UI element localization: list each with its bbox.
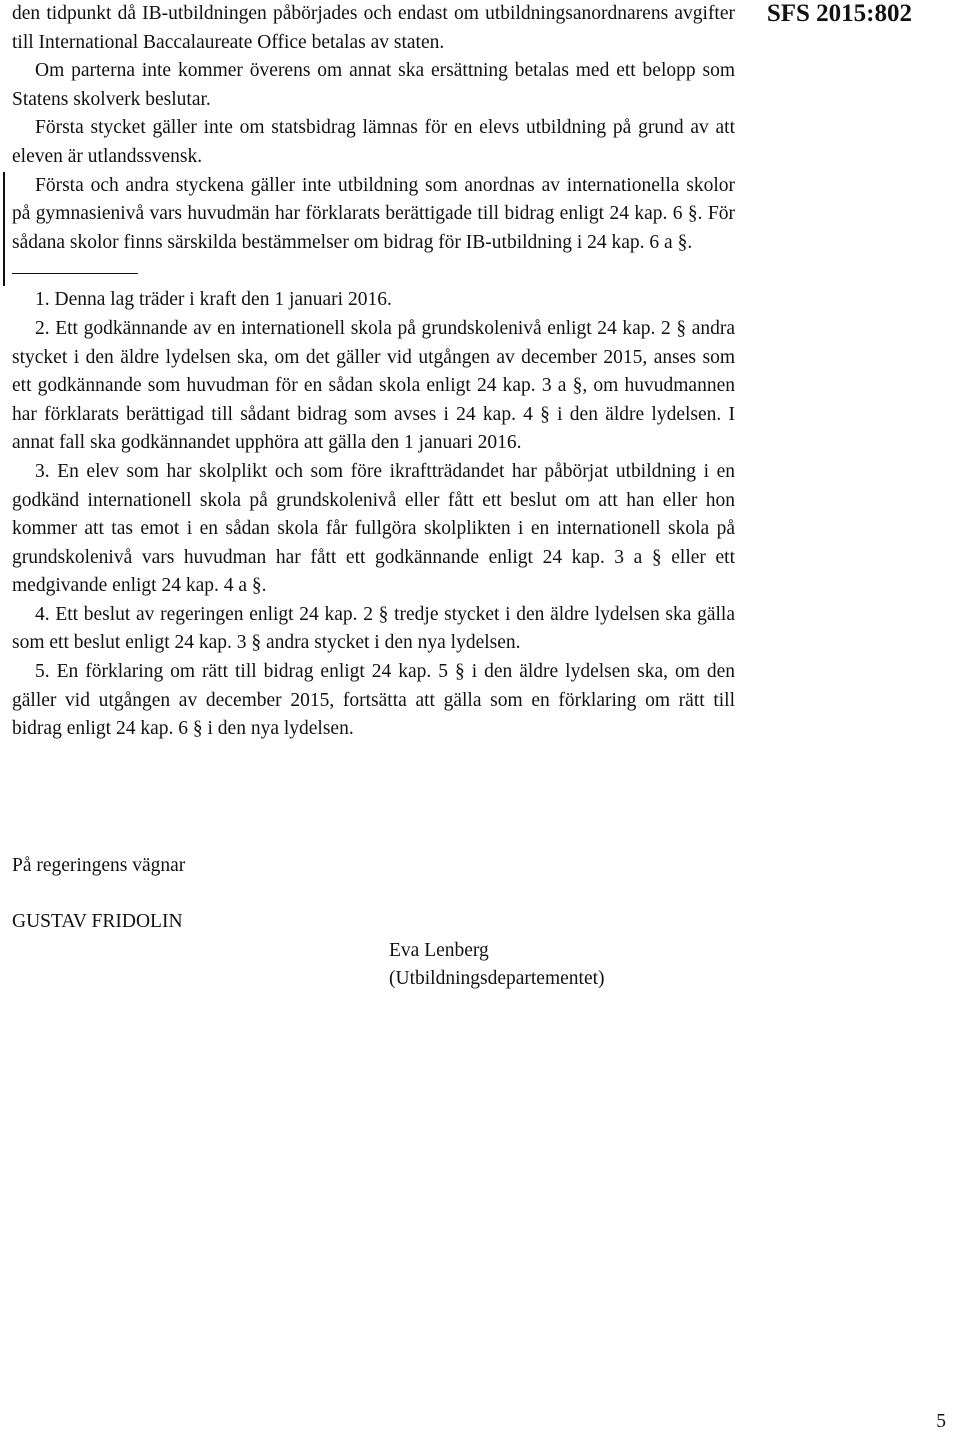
paragraph: Första och andra styckena gäller inte utbildning som anordnas av internationella skolor på gymnasienivå vars huvudmän har förklarats berättigade till bidrag enligt 24 kap. 6 §. För sådana skolor finns särskilda bestämmelser om bidrag för IB-utbildning i 24 kap. 6 a §. bbox=[12, 174, 735, 253]
transitional-provision: 4. Ett beslut av regeringen enligt 24 kap. 2 § tredje stycket i den äldre lydelsen ska gälla som ett beslut enligt 24 kap. 3 § andra stycket i den nya lydelsen. bbox=[12, 603, 735, 654]
sfs-number: SFS 2015:802 bbox=[766, 0, 912, 27]
department-name: (Utbildningsdepartementet) bbox=[389, 968, 605, 989]
document-body bbox=[12, 0, 735, 744]
paragraph: Om parterna inte kommer överens om annat ska ersättning betalas med ett belopp som Statens skolverk beslutar. bbox=[12, 60, 735, 110]
section-divider bbox=[12, 273, 138, 274]
transitional-provision: 1. Denna lag träder i kraft den 1 januari 2016. bbox=[35, 289, 392, 311]
transitional-provision: 5. En förklaring om rätt till bidrag enligt 24 kap. 5 § i den äldre lydelsen ska, om den gäller vid utgången av december 2015, fortsätta att gälla som en förklaring om rätt till bidrag enligt 24 kap. 6 § i den nya lydelsen. bbox=[12, 661, 735, 740]
change-bar bbox=[3, 172, 5, 286]
paragraph: den tidpunkt då IB-utbildningen påbörjades och endast om utbildningsanordnarens avgifter till International Baccalaureate Office betalas av staten. bbox=[12, 3, 735, 53]
minister-name: GUSTAV FRIDOLIN bbox=[12, 911, 183, 932]
paragraph: Första stycket gäller inte om statsbidrag lämnas för en elevs utbildning på grund av att eleven är utlandssvensk. bbox=[12, 117, 735, 167]
transitional-provision: 2. Ett godkännande av en internationell skola på grundskolenivå enligt 24 kap. 2 § andra stycket i den äldre lydelsen ska, om det gäller vid utgången av december 2015, anses som ett godkännande som huvudman för en sådan skola enligt 24 kap. 3 a §, om huvudmannen har förklarats berättigad till sådant bidrag som avses i 24 kap. 4 § i den äldre lydelsen. I annat fall ska godkännandet upphöra att gälla den 1 januari 2016. bbox=[12, 317, 735, 454]
on-behalf-line: På regeringens vägnar bbox=[12, 855, 186, 876]
page-number: 5 bbox=[936, 1411, 946, 1432]
transitional-provision: 3. En elev som har skolplikt och som före ikraftträdandet har påbörjat utbildning i en godkänd internationell skola på grundskolenivå eller fått ett beslut om att han eller hon kommer att tas emot i en sådan skola får fullgöra skolplikten i en internationell skola på grundskolenivå vars huvudman har fått ett godkännande enligt 24 kap. 3 a § eller ett medgivande enligt 24 kap. 4 a §. bbox=[12, 460, 735, 597]
official-name: Eva Lenberg bbox=[389, 940, 489, 961]
